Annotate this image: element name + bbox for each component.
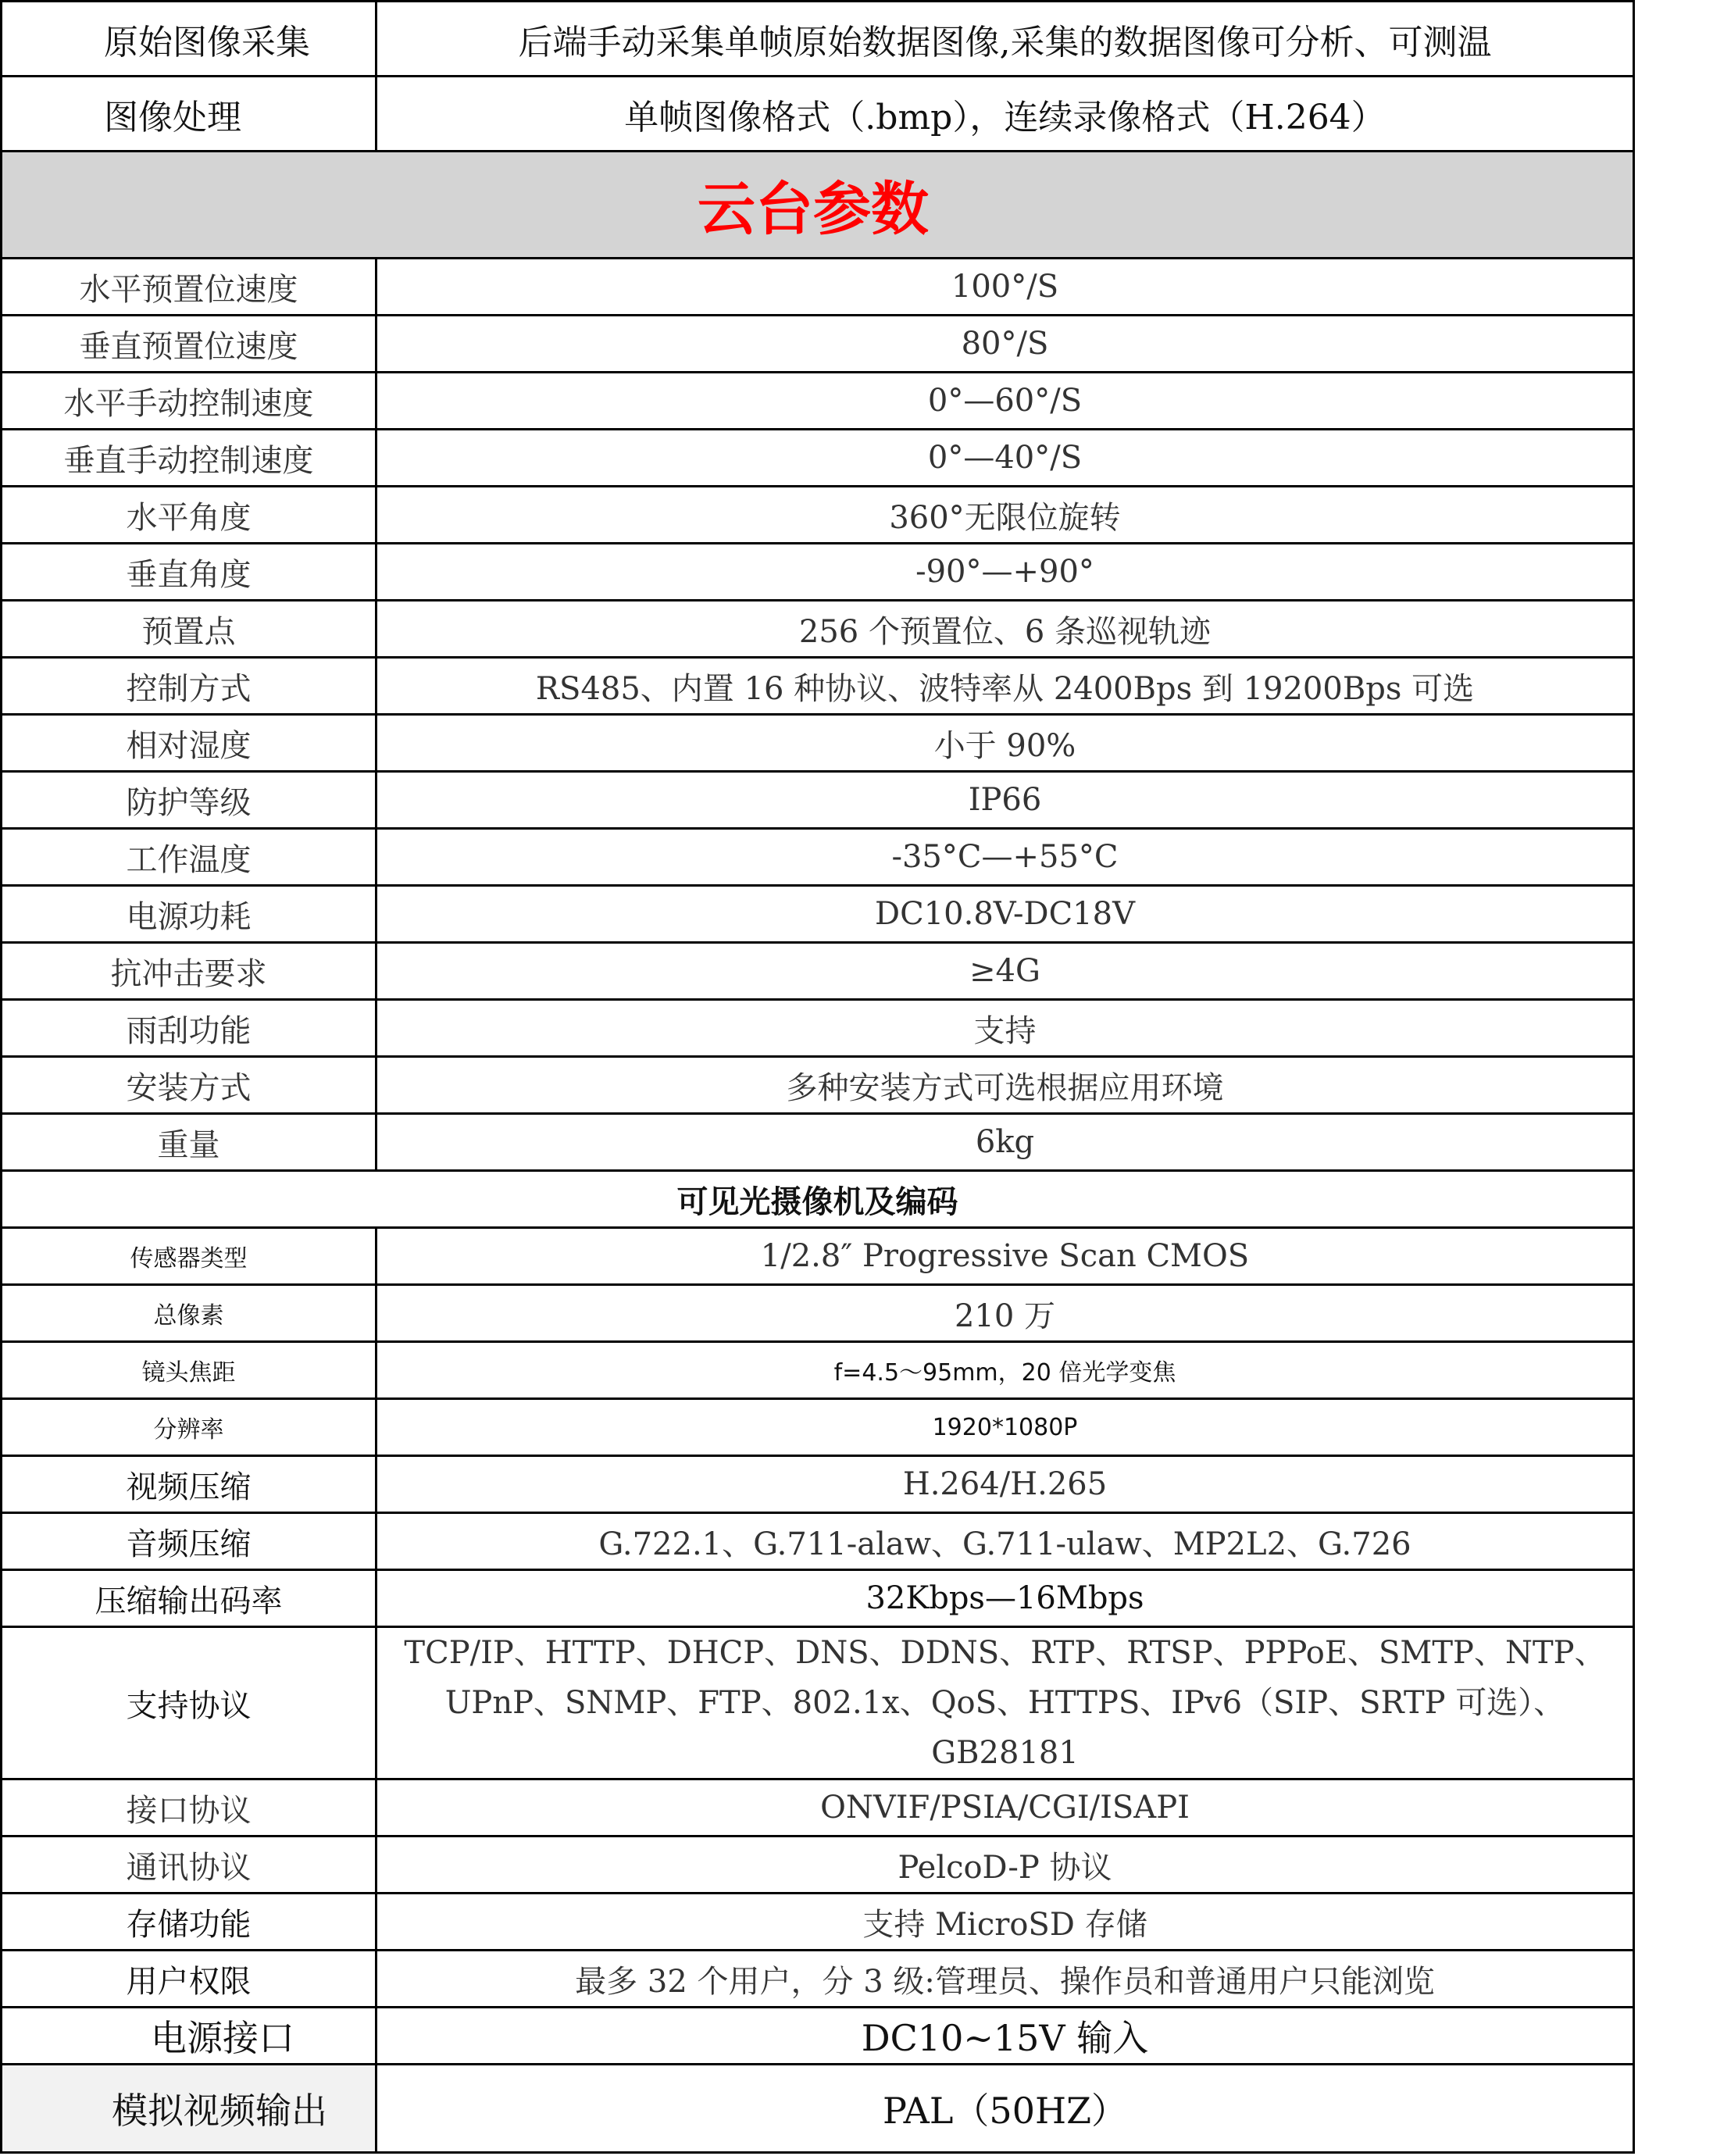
row-label: 模拟视频输出 [2,2065,377,2153]
row-label: 音频压缩 [2,1513,377,1570]
table-row [2,544,1634,601]
row-value: -90°—+90° [377,544,1634,601]
section-title: 可见光摄像机及编码 [2,1171,1634,1228]
row-label: 抗冲击要求 [2,943,377,1000]
table-row [2,77,1634,152]
table-row [2,943,1634,1000]
row-label: 传感器类型 [2,1228,377,1285]
table-row [2,1837,1634,1894]
table-row [2,658,1634,715]
row-value: f=4.5～95mm，20 倍光学变焦 [377,1342,1634,1399]
row-value: DC10.8V-DC18V [377,886,1634,943]
row-value: 后端手动采集单帧原始数据图像,采集的数据图像可分析、可测温 [377,2,1634,77]
row-label: 用户权限 [2,1951,377,2008]
row-label: 存储功能 [2,1894,377,1951]
row-value: -35°C—+55°C [377,829,1634,886]
row-label: 电源接口 [2,2008,377,2065]
row-value: PelcoD-P 协议 [377,1837,1634,1894]
row-value: 6kg [377,1114,1634,1171]
table-row [2,1399,1634,1456]
row-value: H.264/H.265 [377,1456,1634,1513]
row-value: TCP/IP、HTTP、DHCP、DNS、DDNS、RTP、RTSP、PPPoE、SMTP、NTP、UPnP、SNMP、FTP、802.1x、QoS、HTTPS、IPv6（SIP、SRTP 可选）、GB28181 [377,1627,1634,1779]
table-row [2,1779,1634,1837]
row-label: 原始图像采集 [2,2,377,77]
table-row [2,886,1634,943]
row-value: 小于 90% [377,715,1634,772]
row-label: 总像素 [2,1285,377,1342]
row-value: RS485、内置 16 种协议、波特率从 2400Bps 到 19200Bps 可选 [377,658,1634,715]
row-label: 水平手动控制速度 [2,373,377,430]
row-value: 多种安装方式可选根据应用环境 [377,1057,1634,1114]
table-row [2,715,1634,772]
row-label: 镜头焦距 [2,1342,377,1399]
table-row [2,2065,1634,2153]
table-row [2,601,1634,658]
row-value: 支持 MicroSD 存储 [377,1894,1634,1951]
row-value: 支持 [377,1000,1634,1057]
row-label: 接口协议 [2,1779,377,1837]
table-row [2,2008,1634,2065]
table-row [2,1114,1634,1171]
row-label: 相对湿度 [2,715,377,772]
table-row [2,430,1634,487]
row-value: 0°—40°/S [377,430,1634,487]
row-label: 分辨率 [2,1399,377,1456]
row-value: 0°—60°/S [377,373,1634,430]
table-row [2,1627,1634,1779]
row-value: 360°无限位旋转 [377,487,1634,544]
row-label: 重量 [2,1114,377,1171]
row-value: 210 万 [377,1285,1634,1342]
row-value: 最多 32 个用户，分 3 级:管理员、操作员和普通用户只能浏览 [377,1951,1634,2008]
row-label: 垂直角度 [2,544,377,601]
row-label: 雨刮功能 [2,1000,377,1057]
row-value: 32Kbps—16Mbps [377,1570,1634,1627]
section-header-camera [2,1171,1634,1228]
table-row [2,1057,1634,1114]
row-value: 1/2.8″ Progressive Scan CMOS [377,1228,1634,1285]
section-title: 云台参数 [2,152,1634,259]
row-value: 256 个预置位、6 条巡视轨迹 [377,601,1634,658]
row-value: G.722.1、G.711-alaw、G.711-ulaw、MP2L2、G.726 [377,1513,1634,1570]
table-row [2,1894,1634,1951]
table-row [2,772,1634,829]
section-header-ptz [2,152,1634,259]
row-label: 安装方式 [2,1057,377,1114]
row-label: 垂直预置位速度 [2,316,377,373]
table-row [2,259,1634,316]
row-label: 垂直手动控制速度 [2,430,377,487]
table-row [2,1342,1634,1399]
table-row [2,1513,1634,1570]
table-row [2,316,1634,373]
table-row [2,487,1634,544]
row-value: ONVIF/PSIA/CGI/ISAPI [377,1779,1634,1837]
table-row [2,373,1634,430]
table-row [2,1456,1634,1513]
row-value: PAL（50HZ） [377,2065,1634,2153]
row-value: 100°/S [377,259,1634,316]
table-row [2,1570,1634,1627]
table-row [2,1228,1634,1285]
row-label: 压缩输出码率 [2,1570,377,1627]
row-value: 80°/S [377,316,1634,373]
table-row [2,829,1634,886]
row-label: 支持协议 [2,1627,377,1779]
table-row [2,1000,1634,1057]
row-label: 工作温度 [2,829,377,886]
row-value: 1920*1080P [377,1399,1634,1456]
row-label: 水平预置位速度 [2,259,377,316]
row-label: 预置点 [2,601,377,658]
row-label: 图像处理 [2,77,377,152]
row-label: 水平角度 [2,487,377,544]
table-row [2,1285,1634,1342]
row-label: 电源功耗 [2,886,377,943]
row-value: 单帧图像格式（.bmp），连续录像格式（H.264） [377,77,1634,152]
row-value: DC10~15V 输入 [377,2008,1634,2065]
row-value: ≥4G [377,943,1634,1000]
row-label: 防护等级 [2,772,377,829]
row-label: 通讯协议 [2,1837,377,1894]
table-row [2,1951,1634,2008]
table-row [2,2,1634,77]
row-value: IP66 [377,772,1634,829]
row-label: 控制方式 [2,658,377,715]
row-label: 视频压缩 [2,1456,377,1513]
